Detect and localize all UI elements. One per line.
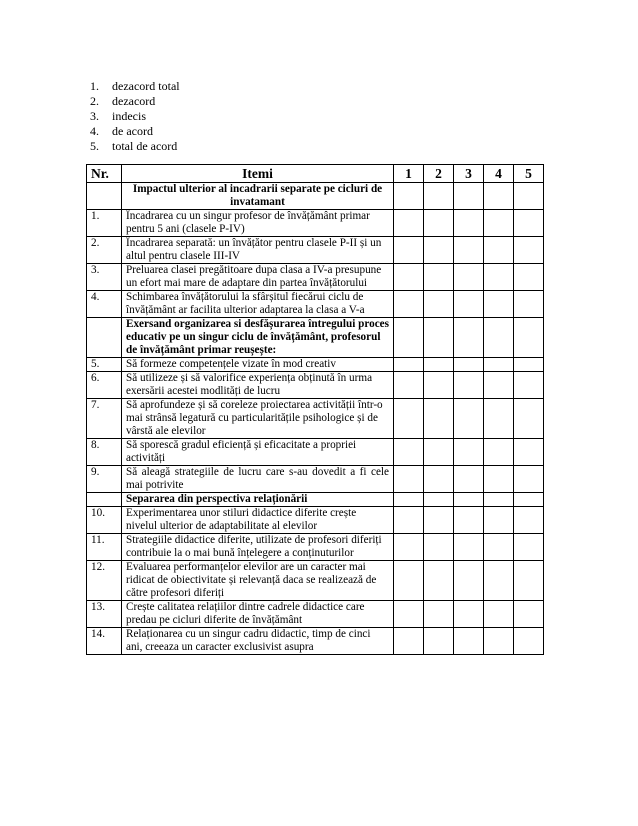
row-number: 12. bbox=[87, 561, 122, 601]
row-number: 5. bbox=[87, 358, 122, 372]
score-cell[interactable] bbox=[394, 561, 424, 601]
score-cell[interactable] bbox=[394, 399, 424, 439]
score-cell[interactable] bbox=[514, 291, 544, 318]
score-cell[interactable] bbox=[514, 210, 544, 237]
score-cell[interactable] bbox=[394, 534, 424, 561]
table-row bbox=[87, 264, 544, 291]
score-cell[interactable] bbox=[394, 210, 424, 237]
row-number: 10. bbox=[87, 507, 122, 534]
score-cell[interactable] bbox=[454, 628, 484, 655]
score-cell[interactable] bbox=[454, 237, 484, 264]
legend-item: 5. total de acord bbox=[90, 139, 178, 153]
item-text: Să aprofundeze și să coreleze proiectarea activității într-o mai strânsă legatură cu particularitățile psihologice și de vârstă ale elevilor bbox=[122, 399, 394, 439]
score-cell[interactable] bbox=[514, 358, 544, 372]
score-cell[interactable] bbox=[424, 372, 454, 399]
score-cell[interactable] bbox=[424, 466, 454, 493]
section-title: Exersand organizarea si desfășurarea întregului proces educativ pe un singur ciclu de învățământ, profesorul de învățământ primar reușește: bbox=[122, 318, 394, 358]
score-cell[interactable] bbox=[514, 601, 544, 628]
item-text: Evaluarea performanțelor elevilor are un caracter mai ridicat de obiectivitate și relevanță daca se realizează de către profesori diferiți bbox=[122, 561, 394, 601]
score-cell[interactable] bbox=[424, 628, 454, 655]
legend-item: 2. dezacord bbox=[90, 94, 156, 108]
table-row bbox=[87, 210, 544, 237]
score-cell[interactable] bbox=[424, 507, 454, 534]
score-cell[interactable] bbox=[454, 372, 484, 399]
score-cell[interactable] bbox=[394, 183, 424, 210]
score-cell[interactable] bbox=[424, 183, 454, 210]
section-row bbox=[87, 183, 544, 210]
score-cell[interactable] bbox=[424, 264, 454, 291]
score-cell[interactable] bbox=[424, 493, 454, 507]
header-score-2: 2 bbox=[424, 165, 454, 183]
score-cell[interactable] bbox=[424, 318, 454, 358]
score-cell[interactable] bbox=[424, 358, 454, 372]
legend-item: 1. dezacord total bbox=[90, 79, 180, 93]
score-cell[interactable] bbox=[424, 534, 454, 561]
header-score-1: 1 bbox=[394, 165, 424, 183]
header-row bbox=[87, 165, 544, 183]
table-row bbox=[87, 291, 544, 318]
row-number: 2. bbox=[87, 237, 122, 264]
table-row bbox=[87, 628, 544, 655]
table-row bbox=[87, 534, 544, 561]
score-cell[interactable] bbox=[394, 237, 424, 264]
score-cell[interactable] bbox=[484, 237, 514, 264]
score-cell[interactable] bbox=[454, 358, 484, 372]
item-text: Încadrarea separată: un învățător pentru clasele P-II și un altul pentru clasele III-IV bbox=[122, 237, 394, 264]
score-cell[interactable] bbox=[484, 493, 514, 507]
section-row bbox=[87, 493, 544, 507]
score-cell[interactable] bbox=[394, 601, 424, 628]
table-row bbox=[87, 466, 544, 493]
header-score-5: 5 bbox=[514, 165, 544, 183]
score-cell[interactable] bbox=[394, 358, 424, 372]
legend-item: 4. de acord bbox=[90, 124, 153, 138]
score-cell[interactable] bbox=[454, 601, 484, 628]
item-text: Strategiile didactice diferite, utilizate de profesori diferiți contribuie la o mai bună înțelegere a conținuturilor bbox=[122, 534, 394, 561]
score-cell[interactable] bbox=[454, 183, 484, 210]
score-cell[interactable] bbox=[424, 439, 454, 466]
score-cell[interactable] bbox=[394, 439, 424, 466]
score-cell[interactable] bbox=[394, 466, 424, 493]
row-number: 13. bbox=[87, 601, 122, 628]
score-cell[interactable] bbox=[394, 507, 424, 534]
score-cell[interactable] bbox=[394, 493, 424, 507]
item-text: Încadrarea cu un singur profesor de învățământ primar pentru 5 ani (clasele P-IV) bbox=[122, 210, 394, 237]
table-row bbox=[87, 399, 544, 439]
item-text: Să utilizeze și să valorifice experiența obținută în urma exersării acestei modlități de lucru bbox=[122, 372, 394, 399]
table-row bbox=[87, 561, 544, 601]
score-cell[interactable] bbox=[454, 439, 484, 466]
rating-scale-legend bbox=[90, 79, 180, 154]
table-row bbox=[87, 358, 544, 372]
score-cell[interactable] bbox=[454, 493, 484, 507]
score-cell[interactable] bbox=[514, 372, 544, 399]
score-cell[interactable] bbox=[514, 237, 544, 264]
row-number: 8. bbox=[87, 439, 122, 466]
table-row bbox=[87, 237, 544, 264]
score-cell[interactable] bbox=[424, 210, 454, 237]
header-score-3: 3 bbox=[454, 165, 484, 183]
table-row bbox=[87, 601, 544, 628]
score-cell[interactable] bbox=[514, 318, 544, 358]
score-cell[interactable] bbox=[484, 183, 514, 210]
item-text: Preluarea clasei pregătitoare dupa clasa a IV-a presupune un efort mai mare de adaptare din partea învățătorului bbox=[122, 264, 394, 291]
score-cell[interactable] bbox=[454, 264, 484, 291]
score-cell[interactable] bbox=[454, 466, 484, 493]
score-cell[interactable] bbox=[484, 534, 514, 561]
item-text: Experimentarea unor stiluri didactice diferite crește nivelul ulterior de adaptabilitate al elevilor bbox=[122, 507, 394, 534]
score-cell[interactable] bbox=[484, 466, 514, 493]
table-row bbox=[87, 372, 544, 399]
score-cell[interactable] bbox=[484, 210, 514, 237]
score-cell[interactable] bbox=[514, 264, 544, 291]
score-cell[interactable] bbox=[514, 439, 544, 466]
item-text: Relaționarea cu un singur cadru didactic, timp de cinci ani, creeaza un caracter exclusivist asupra bbox=[122, 628, 394, 655]
score-cell[interactable] bbox=[514, 507, 544, 534]
score-cell[interactable] bbox=[424, 601, 454, 628]
score-cell[interactable] bbox=[454, 291, 484, 318]
score-cell[interactable] bbox=[454, 318, 484, 358]
row-number: 3. bbox=[87, 264, 122, 291]
score-cell[interactable] bbox=[484, 372, 514, 399]
item-text: Să aleagă strategiile de lucru care s-au dovedit a fi cele mai potrivite bbox=[122, 466, 394, 493]
score-cell[interactable] bbox=[454, 534, 484, 561]
item-text: Crește calitatea relațiilor dintre cadrele didactice care predau pe cicluri diferite de învățământ bbox=[122, 601, 394, 628]
section-title: Separarea din perspectiva relaționării bbox=[122, 493, 394, 507]
row-number: 11. bbox=[87, 534, 122, 561]
score-cell[interactable] bbox=[394, 318, 424, 358]
score-cell[interactable] bbox=[484, 439, 514, 466]
score-cell[interactable] bbox=[424, 291, 454, 318]
score-cell[interactable] bbox=[484, 358, 514, 372]
score-cell[interactable] bbox=[484, 507, 514, 534]
item-text: Schimbarea învățătorului la sfârșitul fiecărui ciclu de învățământ ar facilita ulterior adaptarea la clasa a V-a bbox=[122, 291, 394, 318]
questionnaire-table bbox=[86, 164, 544, 655]
score-cell[interactable] bbox=[484, 264, 514, 291]
table-row bbox=[87, 439, 544, 466]
score-cell[interactable] bbox=[514, 399, 544, 439]
score-cell[interactable] bbox=[424, 237, 454, 264]
section-row bbox=[87, 318, 544, 358]
row-number: 4. bbox=[87, 291, 122, 318]
score-cell[interactable] bbox=[454, 399, 484, 439]
score-cell[interactable] bbox=[484, 601, 514, 628]
score-cell[interactable] bbox=[514, 628, 544, 655]
header-itemi: Itemi bbox=[122, 165, 394, 183]
header-nr: Nr. bbox=[87, 165, 122, 183]
score-cell[interactable] bbox=[394, 372, 424, 399]
item-text: Să sporescă gradul eficiență și eficacitate a propriei activități bbox=[122, 439, 394, 466]
score-cell[interactable] bbox=[454, 210, 484, 237]
score-cell[interactable] bbox=[484, 561, 514, 601]
row-number: 14. bbox=[87, 628, 122, 655]
item-text: Să formeze competențele vizate în mod creativ bbox=[122, 358, 394, 372]
score-cell[interactable] bbox=[394, 628, 424, 655]
score-cell[interactable] bbox=[514, 561, 544, 601]
score-cell[interactable] bbox=[484, 318, 514, 358]
score-cell[interactable] bbox=[514, 183, 544, 210]
table-row bbox=[87, 507, 544, 534]
row-number: 1. bbox=[87, 210, 122, 237]
score-cell[interactable] bbox=[454, 561, 484, 601]
score-cell[interactable] bbox=[514, 466, 544, 493]
score-cell[interactable] bbox=[484, 628, 514, 655]
row-number: 6. bbox=[87, 372, 122, 399]
score-cell[interactable] bbox=[484, 291, 514, 318]
score-cell[interactable] bbox=[394, 264, 424, 291]
score-cell[interactable] bbox=[514, 493, 544, 507]
row-number: 7. bbox=[87, 399, 122, 439]
row-number: 9. bbox=[87, 466, 122, 493]
score-cell[interactable] bbox=[484, 399, 514, 439]
section-title: Impactul ulterior al incadrarii separate pe cicluri de invatamant bbox=[122, 183, 394, 210]
header-score-4: 4 bbox=[484, 165, 514, 183]
score-cell[interactable] bbox=[424, 399, 454, 439]
score-cell[interactable] bbox=[514, 534, 544, 561]
legend-item: 3. indecis bbox=[90, 109, 146, 123]
score-cell[interactable] bbox=[394, 291, 424, 318]
score-cell[interactable] bbox=[454, 507, 484, 534]
score-cell[interactable] bbox=[424, 561, 454, 601]
